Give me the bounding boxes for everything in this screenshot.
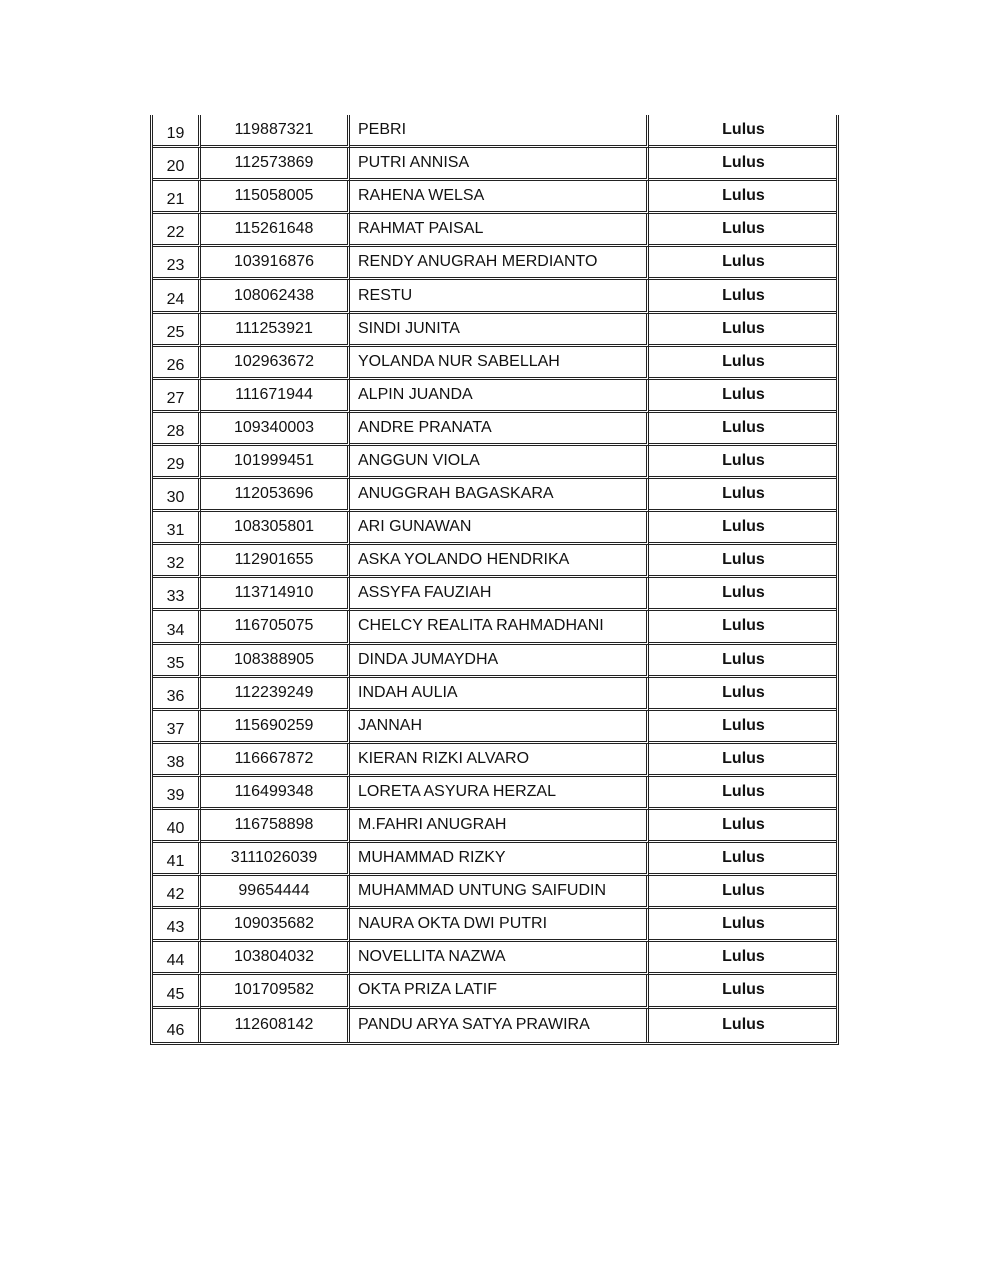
student-name-cell: JANNAH: [350, 711, 649, 744]
table-row: [153, 380, 836, 413]
student-name-cell: LORETA ASYURA HERZAL: [350, 777, 649, 810]
student-id-cell: 108062438: [201, 280, 350, 313]
student-id-cell: 116705075: [201, 611, 350, 644]
graduation-results-table: [150, 115, 839, 1045]
table-row: [153, 148, 836, 181]
row-number-cell: 36: [153, 678, 201, 711]
student-id-cell: 108388905: [201, 645, 350, 678]
table-row: [153, 280, 836, 313]
table-row: [153, 678, 836, 711]
table-row: [153, 578, 836, 611]
student-id-cell: 112573869: [201, 148, 350, 181]
row-number-cell: 46: [153, 1009, 201, 1042]
status-cell: Lulus: [649, 810, 836, 843]
table-row: [153, 545, 836, 578]
status-cell: Lulus: [649, 843, 836, 876]
student-name-cell: DINDA JUMAYDHA: [350, 645, 649, 678]
student-id-cell: 115058005: [201, 181, 350, 214]
row-number-cell: 19: [153, 115, 201, 148]
table-row: [153, 413, 836, 446]
student-name-cell: ASKA YOLANDO HENDRIKA: [350, 545, 649, 578]
row-number-cell: 24: [153, 280, 201, 313]
row-number-cell: 32: [153, 545, 201, 578]
table-row: [153, 314, 836, 347]
student-id-cell: 116499348: [201, 777, 350, 810]
row-number-cell: 40: [153, 810, 201, 843]
student-id-cell: 115690259: [201, 711, 350, 744]
status-cell: Lulus: [649, 578, 836, 611]
status-cell: Lulus: [649, 678, 836, 711]
student-name-cell: PEBRI: [350, 115, 649, 148]
status-cell: Lulus: [649, 975, 836, 1008]
student-name-cell: OKTA PRIZA LATIF: [350, 975, 649, 1008]
row-number-cell: 43: [153, 909, 201, 942]
status-cell: Lulus: [722, 1016, 765, 1034]
table-row: [153, 909, 836, 942]
student-name-cell: M.FAHRI ANUGRAH: [350, 810, 649, 843]
row-number-cell: 37: [153, 711, 201, 744]
row-number-cell: 21: [153, 181, 201, 214]
status-cell: Lulus: [649, 413, 836, 446]
table-row: [153, 711, 836, 744]
table-row: [153, 744, 836, 777]
student-id-cell: 103916876: [201, 247, 350, 280]
status-cell: Lulus: [649, 380, 836, 413]
student-name-cell: ANDRE PRANATA: [350, 413, 649, 446]
row-number-cell: 45: [153, 975, 201, 1008]
student-id-cell: 119887321: [201, 115, 350, 148]
student-id-cell: 112901655: [201, 545, 350, 578]
table-row: [153, 446, 836, 479]
student-name-cell: RAHMAT PAISAL: [350, 214, 649, 247]
student-name-cell: MUHAMMAD UNTUNG SAIFUDIN: [350, 876, 649, 909]
student-name-cell: ARI GUNAWAN: [350, 512, 649, 545]
student-id-cell: 116667872: [201, 744, 350, 777]
status-cell: Lulus: [649, 545, 836, 578]
table-row: [153, 777, 836, 810]
status-cell: Lulus: [649, 181, 836, 214]
status-cell: Lulus: [649, 214, 836, 247]
row-number-cell: 20: [153, 148, 201, 181]
table-row: [153, 512, 836, 545]
table-row: [153, 810, 836, 843]
student-id-cell: 115261648: [201, 214, 350, 247]
student-name-cell: ALPIN JUANDA: [350, 380, 649, 413]
table-row: [153, 181, 836, 214]
student-name-cell: PUTRI ANNISA: [350, 148, 649, 181]
row-number-cell: 22: [153, 214, 201, 247]
student-id-cell: 112053696: [201, 479, 350, 512]
student-id-cell: 108305801: [201, 512, 350, 545]
status-cell: Lulus: [649, 942, 836, 975]
status-cell: Lulus: [649, 876, 836, 909]
student-id-cell: 102963672: [201, 347, 350, 380]
table-row: [153, 347, 836, 380]
student-id-cell: 101999451: [201, 446, 350, 479]
table-row: [153, 247, 836, 280]
student-name-cell: NAURA OKTA DWI PUTRI: [350, 909, 649, 942]
student-id-cell: 99654444: [201, 876, 350, 909]
status-cell: Lulus: [649, 247, 836, 280]
table-row: [153, 1009, 836, 1042]
row-number-cell: 41: [153, 843, 201, 876]
status-cell: Lulus: [649, 347, 836, 380]
student-id-cell: 111253921: [201, 314, 350, 347]
row-number-cell: 25: [153, 314, 201, 347]
row-number-cell: 26: [153, 347, 201, 380]
table-row: [153, 942, 836, 975]
table-row: [153, 115, 836, 148]
status-cell: Lulus: [649, 777, 836, 810]
student-id-cell: 112239249: [201, 678, 350, 711]
row-number-cell: 28: [153, 413, 201, 446]
student-name-cell: YOLANDA NUR SABELLAH: [350, 347, 649, 380]
student-name-cell: KIERAN RIZKI ALVARO: [350, 744, 649, 777]
status-cell: Lulus: [649, 645, 836, 678]
student-id-cell: 116758898: [201, 810, 350, 843]
row-number-cell: 29: [153, 446, 201, 479]
student-name-cell: RENDY ANUGRAH MERDIANTO: [350, 247, 649, 280]
table-row: [153, 645, 836, 678]
table-row: [153, 876, 836, 909]
student-name-cell: RAHENA WELSA: [350, 181, 649, 214]
row-number-cell: 38: [153, 744, 201, 777]
student-name-cell: CHELCY REALITA RAHMADHANI: [350, 611, 649, 644]
status-cell: Lulus: [649, 115, 836, 148]
student-name-cell: NOVELLITA NAZWA: [350, 942, 649, 975]
row-number-cell: 42: [153, 876, 201, 909]
row-number-cell: 30: [153, 479, 201, 512]
student-name-cell: SINDI JUNITA: [350, 314, 649, 347]
table-row: [153, 975, 836, 1008]
status-cell: Lulus: [649, 512, 836, 545]
student-name-cell: RESTU: [350, 280, 649, 313]
student-id-cell: 111671944: [201, 380, 350, 413]
student-name-cell: ANGGUN VIOLA: [350, 446, 649, 479]
status-cell: Lulus: [649, 909, 836, 942]
student-name-cell: PANDU ARYA SATYA PRAWIRA: [350, 1009, 649, 1042]
status-cell: Lulus: [649, 611, 836, 644]
status-cell: Lulus: [649, 711, 836, 744]
student-name-cell: ASSYFA FAUZIAH: [350, 578, 649, 611]
row-number-cell: 33: [153, 578, 201, 611]
row-number-cell: 31: [153, 512, 201, 545]
row-number-cell: 39: [153, 777, 201, 810]
student-id-cell: 3111026039: [201, 843, 350, 876]
table-row: [153, 843, 836, 876]
row-number-cell: 44: [153, 942, 201, 975]
status-cell: Lulus: [649, 744, 836, 777]
status-cell: Lulus: [649, 148, 836, 181]
student-id-cell: 109340003: [201, 413, 350, 446]
table-row: [153, 479, 836, 512]
status-cell: Lulus: [649, 280, 836, 313]
student-id-cell: 112608142: [201, 1009, 350, 1042]
row-number-cell: 23: [153, 247, 201, 280]
student-name-cell: INDAH AULIA: [350, 678, 649, 711]
status-cell: Lulus: [649, 446, 836, 479]
student-name-cell: ANUGGRAH BAGASKARA: [350, 479, 649, 512]
student-id-cell: 103804032: [201, 942, 350, 975]
table-row: [153, 611, 836, 644]
student-name-cell: MUHAMMAD RIZKY: [350, 843, 649, 876]
table-body: [153, 115, 836, 1042]
student-id-cell: 109035682: [201, 909, 350, 942]
table-row: [153, 214, 836, 247]
status-cell: Lulus: [649, 479, 836, 512]
status-cell: Lulus: [649, 314, 836, 347]
student-id-cell: 101709582: [201, 975, 350, 1008]
row-number-cell: 27: [153, 380, 201, 413]
student-id-cell: 113714910: [201, 578, 350, 611]
row-number-cell: 35: [153, 645, 201, 678]
row-number-cell: 34: [153, 611, 201, 644]
